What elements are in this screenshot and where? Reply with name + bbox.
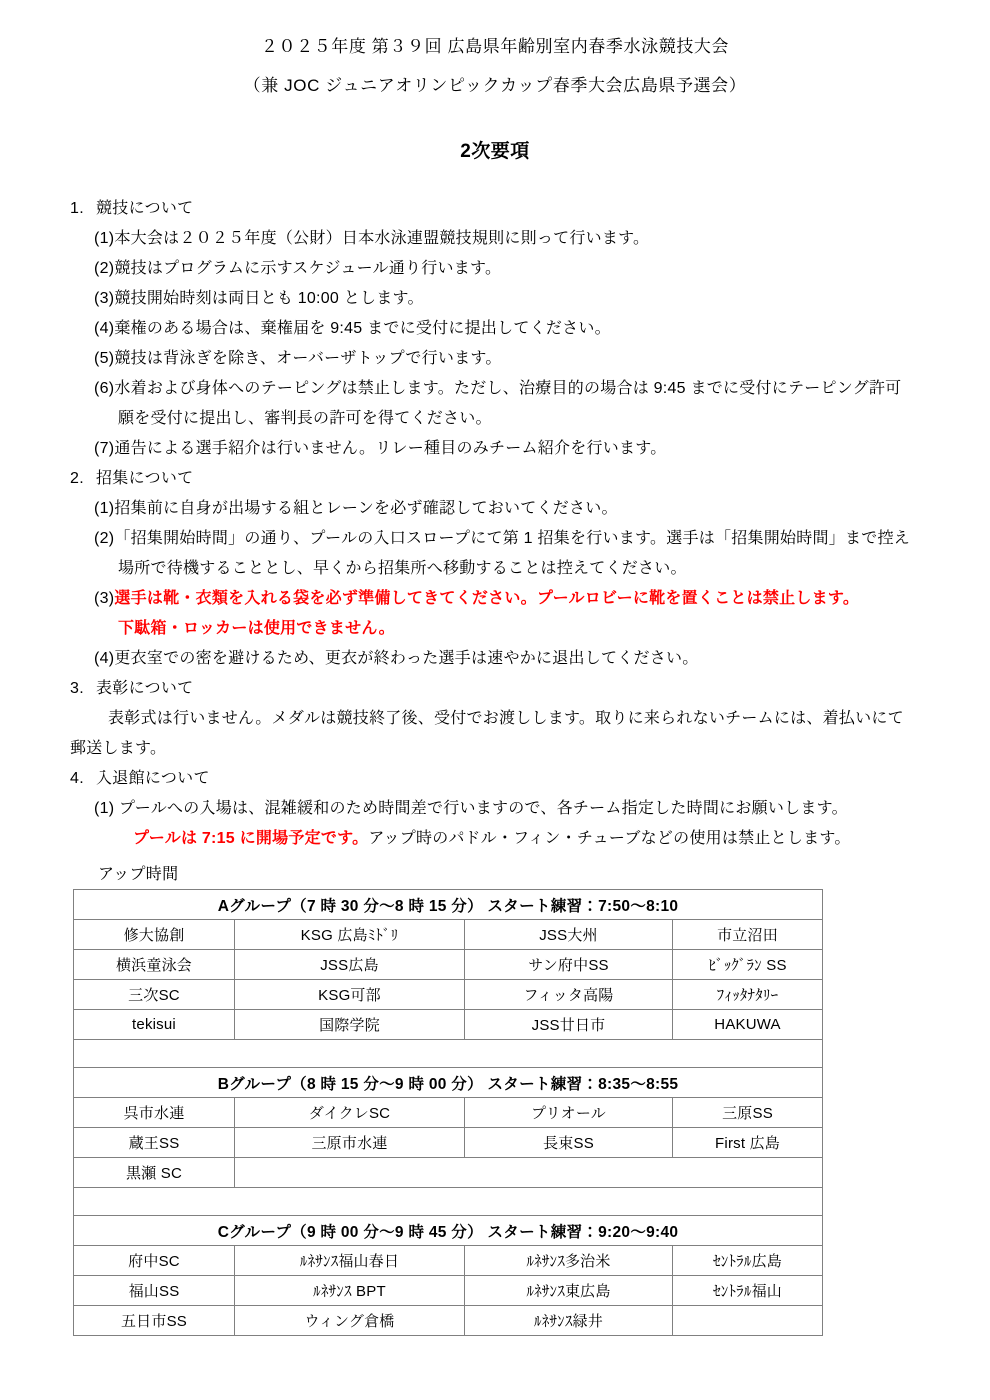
spacer-row bbox=[74, 1188, 823, 1216]
item-marker: (3) bbox=[94, 590, 115, 607]
paragraph-line-1: 表彰式は行いません。メダルは競技終了後、受付でお渡しします。取りに来られないチームには、着払いにて bbox=[108, 710, 904, 727]
item-marker: (7) bbox=[94, 440, 115, 457]
table-row bbox=[74, 1246, 823, 1276]
item-marker: (3) bbox=[94, 290, 115, 307]
team-cell: 横浜童泳会 bbox=[74, 950, 235, 980]
section-heading: 2次要項 bbox=[460, 141, 530, 162]
section-1-title: 競技について bbox=[96, 200, 194, 217]
item-marker: (1) bbox=[94, 800, 115, 817]
item-marker: (5) bbox=[94, 350, 115, 367]
team-cell: First 広島 bbox=[673, 1128, 823, 1158]
section-2-heading bbox=[0, 471, 990, 501]
team-cell: 国際学院 bbox=[235, 1010, 465, 1040]
paragraph-line-2: 郵送します。 bbox=[70, 740, 167, 757]
group-a-header: Aグループ（7 時 30 分～8 時 15 分） スタート練習：7:50～8:10 bbox=[74, 890, 823, 920]
team-cell: HAKUWA bbox=[673, 1010, 823, 1040]
item-text-continued: 願を受付に提出し、審判長の許可を得てください。 bbox=[118, 410, 492, 427]
team-cell: JSS廿日市 bbox=[465, 1010, 673, 1040]
group-c-header: Cグループ（9 時 00 分～9 時 45 分） スタート練習：9:20～9:40 bbox=[74, 1216, 823, 1246]
item-text-warning: 選手は靴・衣類を入れる袋を必ず準備してきてください。プールロビーに靴を置くことは禁止します。 bbox=[114, 590, 860, 607]
team-cell: 三原市水連 bbox=[235, 1128, 465, 1158]
note-highlight: プールは 7:15 に開場予定です。 bbox=[133, 830, 369, 847]
team-cell: tekisui bbox=[74, 1010, 235, 1040]
section-3-title: 表彰について bbox=[96, 680, 194, 697]
item-text: 水着および身体へのテーピングは禁止します。ただし、治療目的の場合は 9:45 までに受付にテーピング許可 bbox=[114, 380, 902, 397]
team-cell: ﾙﾈｻﾝｽ多治米 bbox=[465, 1246, 673, 1276]
team-cell: ﾋﾞｯｸﾞﾗﾝ SS bbox=[673, 950, 823, 980]
team-cell: KSG 広島ﾐﾄﾞﾘ bbox=[235, 920, 465, 950]
section-1-number: 1. bbox=[70, 200, 84, 217]
group-b-header: Bグループ（8 時 15 分～9 時 00 分） スタート練習：8:35～8:55 bbox=[74, 1068, 823, 1098]
table-row bbox=[74, 1010, 823, 1040]
section-1-item-4 bbox=[0, 321, 990, 351]
section-1-item-5 bbox=[0, 351, 990, 381]
item-marker: (2) bbox=[94, 260, 115, 277]
section-1-item-2 bbox=[0, 261, 990, 291]
table-row bbox=[74, 1158, 823, 1188]
group-c-header-row bbox=[74, 1216, 823, 1246]
team-cell: 五日市SS bbox=[74, 1306, 235, 1336]
empty-cell bbox=[673, 1306, 823, 1336]
item-text-continued: 場所で待機することとし、早くから招集所へ移動することは控えてください。 bbox=[118, 560, 687, 577]
table-row bbox=[74, 1128, 823, 1158]
note-text: アップ時のパドル・フィン・チューブなどの使用は禁止とします。 bbox=[368, 830, 851, 847]
team-cell: 呉市水連 bbox=[74, 1098, 235, 1128]
item-text: 競技はプログラムに示すスケジュール通り行います。 bbox=[114, 260, 502, 277]
document-body bbox=[0, 163, 990, 1336]
table-row bbox=[74, 950, 823, 980]
item-marker: (1) bbox=[94, 500, 115, 517]
item-text: 更衣室での密を避けるため、更衣が終わった選手は速やかに退出してください。 bbox=[114, 650, 699, 667]
item-marker: (4) bbox=[94, 650, 115, 667]
item-text: 競技開始時刻は両日とも 10:00 とします。 bbox=[114, 290, 424, 307]
spacer-cell bbox=[74, 1188, 823, 1216]
item-text: 招集前に自身が出場する組とレーンを必ず確認しておいてください。 bbox=[114, 500, 618, 517]
section-4-number: 4. bbox=[70, 770, 84, 787]
team-cell: プリオール bbox=[465, 1098, 673, 1128]
section-4-heading bbox=[0, 771, 990, 801]
spacer-row bbox=[74, 1040, 823, 1068]
section-2-item-1 bbox=[0, 501, 990, 531]
table-row bbox=[74, 920, 823, 950]
document-title-line-2: （兼 JOC ジュニアオリンピックカップ春季大会広島県予選会） bbox=[243, 76, 747, 95]
section-2-item-2 bbox=[0, 531, 990, 591]
team-cell: 黒瀬 SC bbox=[74, 1158, 235, 1188]
section-2-number: 2. bbox=[70, 470, 84, 487]
team-cell: JSS大州 bbox=[465, 920, 673, 950]
item-text: 棄権のある場合は、棄権届を 9:45 までに受付に提出してください。 bbox=[114, 320, 611, 337]
table-row bbox=[74, 1306, 823, 1336]
team-cell: ｾﾝﾄﾗﾙ福山 bbox=[673, 1276, 823, 1306]
team-cell: 福山SS bbox=[74, 1276, 235, 1306]
item-text-warning-continued: 下駄箱・ロッカーは使用できません。 bbox=[118, 620, 395, 637]
table-row bbox=[74, 980, 823, 1010]
section-4-title: 入退館について bbox=[96, 770, 210, 787]
team-cell: サン府中SS bbox=[465, 950, 673, 980]
team-cell: KSG可部 bbox=[235, 980, 465, 1010]
team-cell: ｾﾝﾄﾗﾙ広島 bbox=[673, 1246, 823, 1276]
team-cell: ダイクレSC bbox=[235, 1098, 465, 1128]
item-text: 通告による選手紹介は行いません。リレー種目のみチーム紹介を行います。 bbox=[114, 440, 667, 457]
section-2-item-4 bbox=[0, 651, 990, 681]
team-cell: ﾙﾈｻﾝｽ東広島 bbox=[465, 1276, 673, 1306]
section-3-paragraph bbox=[0, 711, 990, 771]
section-3-number: 3. bbox=[70, 680, 84, 697]
spacer-cell bbox=[74, 1040, 823, 1068]
section-1-item-7 bbox=[0, 441, 990, 471]
team-cell: 蔵王SS bbox=[74, 1128, 235, 1158]
section-2-title: 招集について bbox=[96, 470, 194, 487]
team-cell: ﾌｨｯﾀﾅﾀﾘｰ bbox=[673, 980, 823, 1010]
team-cell: 三次SC bbox=[74, 980, 235, 1010]
section-4-item-1 bbox=[0, 801, 990, 831]
warmup-schedule-table bbox=[73, 889, 823, 1336]
section-1-item-1 bbox=[0, 231, 990, 261]
team-cell: ウィング倉橋 bbox=[235, 1306, 465, 1336]
item-text: 競技は背泳ぎを除き、オーバーザトップで行います。 bbox=[114, 350, 502, 367]
team-cell: ﾙﾈｻﾝｽ BPT bbox=[235, 1276, 465, 1306]
team-cell: 府中SC bbox=[74, 1246, 235, 1276]
item-text: 本大会は２０２５年度（公財）日本水泳連盟競技規則に則って行います。 bbox=[114, 230, 650, 247]
section-3-heading bbox=[0, 681, 990, 711]
section-1-item-6 bbox=[0, 381, 990, 441]
team-cell: フィッタ高陽 bbox=[465, 980, 673, 1010]
item-marker: (1) bbox=[94, 230, 115, 247]
item-text: 「招集開始時間」の通り、プールの入口スロープにて第 1 招集を行います。選手は「招集開始時間」まで控え bbox=[114, 530, 910, 547]
item-text: プールへの入場は、混雑緩和のため時間差で行いますので、各チーム指定した時間にお願いします。 bbox=[119, 800, 848, 817]
item-marker: (4) bbox=[94, 320, 115, 337]
team-cell: 三原SS bbox=[673, 1098, 823, 1128]
document-title-line-1: ２０２５年度 第３９回 広島県年齢別室内春季水泳競技大会 bbox=[260, 37, 730, 56]
schedule-label: アップ時間 bbox=[98, 866, 179, 883]
team-cell: 修大協創 bbox=[74, 920, 235, 950]
team-cell: JSS広島 bbox=[235, 950, 465, 980]
item-marker: (6) bbox=[94, 380, 115, 397]
team-cell: 市立沼田 bbox=[673, 920, 823, 950]
table-row bbox=[74, 1276, 823, 1306]
section-4-note bbox=[0, 831, 990, 861]
group-b-header-row bbox=[74, 1068, 823, 1098]
group-a-header-row bbox=[74, 890, 823, 920]
table-row bbox=[74, 1098, 823, 1128]
item-marker: (2) bbox=[94, 530, 115, 547]
section-2-item-3 bbox=[0, 591, 990, 651]
section-1-item-3 bbox=[0, 291, 990, 321]
team-cell: 長束SS bbox=[465, 1128, 673, 1158]
empty-cell bbox=[235, 1158, 823, 1188]
team-cell: ﾙﾈｻﾝｽ緑井 bbox=[465, 1306, 673, 1336]
team-cell: ﾙﾈｻﾝｽ福山春日 bbox=[235, 1246, 465, 1276]
section-1-heading bbox=[0, 201, 990, 231]
